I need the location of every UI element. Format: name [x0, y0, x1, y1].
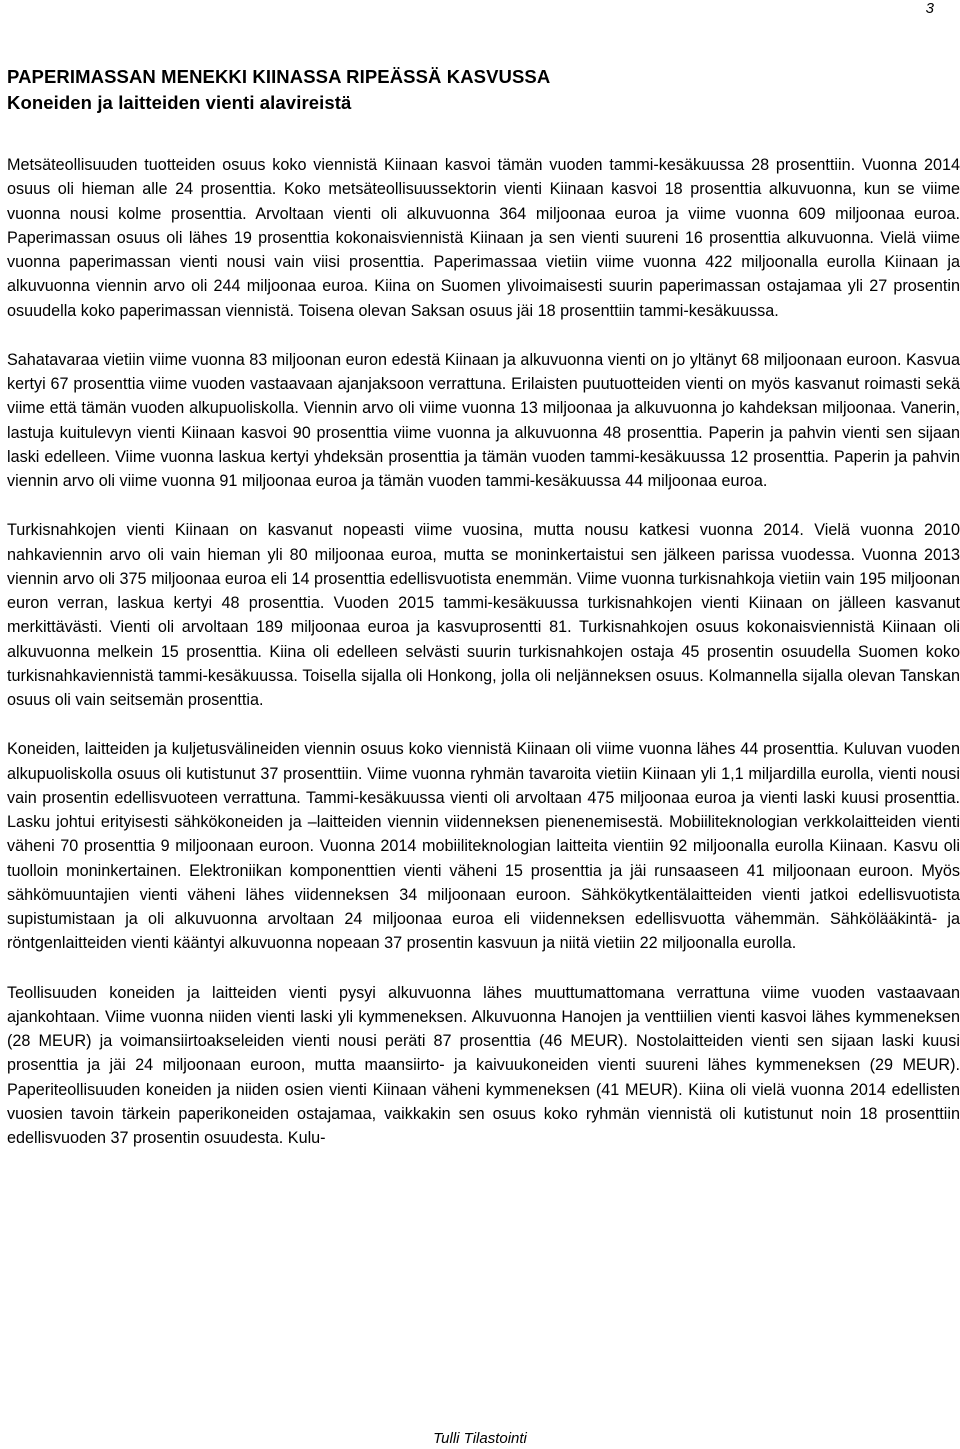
paragraph-industrial-machinery: Teollisuuden koneiden ja laitteiden vienti pysyi alkuvuonna lähes muuttumattomana verrattuna viime vuoden vastaavaan ajankohtaan. Viime vuonna niiden vienti laski yli kymmeneksen. Alkuvuonna Hanojen ja venttiilien vienti kasvoi lähes kymmeneksen (28 MEUR) ja voimansiirtoakseleiden vienti nousi peräti 87 prosenttia (46 MEUR). Nostolaitteiden vienti sen sijaan laski kuusi prosenttia ja jäi 24 miljoonaan euroon, mutta maansiirto- ja kaivuukoneiden vienti suureni lähes kymmeneksen (29 MEUR). Paperiteollisuuden koneiden ja niiden osien vienti Kiinaan väheni kymmeneksen (41 MEUR). Kiina oli vielä vuonna 2014 edellisten vuosien tavoin tärkein paperikoneiden ostajamaa, vaikkakin sen osuus koko ryhmän viennistä oli kutistunut noin 18 prosenttiin edellisvuoden 37 prosentin osuudesta. Kulu-: [7, 983, 960, 1147]
page-title: PAPERIMASSAN MENEKKI KIINASSA RIPEÄSSÄ KASVUSSA: [7, 66, 551, 87]
paragraph-sawn-timber: Sahatavaraa vietiin viime vuonna 83 miljoonan euron edestä Kiinaan ja alkuvuonna vienti on jo yltänyt 68 miljoonaan euroon. Kasvua kertyi 67 prosenttia viime vuoden vastaavaan ajanjaksoon verrattuna. Erilaisten puutuotteiden vienti on myös kasvanut roimasti sekä viime että tämän vuoden alkupuoliskolla. Viennin arvo oli viime vuonna 13 miljoonaa ja alkuvuonna jo kahdeksan miljoonaa. Vanerin, lastuja kuitulevyn vienti Kiinaan kasvoi 90 prosenttia viime vuonna ja alkuvuonna 48 prosenttia. Paperin ja pahvin vienti sen sijaan laski edelleen. Viime vuonna laskua kertyi yhdeksän prosenttia ja tämän vuoden tammi-kesäkuussa 12 prosenttia. Paperin ja pahvin viennin arvo oli viime vuonna 91 miljoonaa euroa ja tämän vuoden tammi-kesäkuussa 44 miljoonaa euroa.: [7, 350, 960, 490]
paragraph-forest-industry: Metsäteollisuuden tuotteiden osuus koko viennistä Kiinaan kasvoi tämän vuoden tammi-kesäkuussa 28 prosenttiin. Vuonna 2014 osuus oli hieman alle 24 prosenttia. Koko metsäteollisuussektorin vienti Kiinaan kasvoi 18 prosenttia alkuvuonna, kun se viime vuonna nousi kolme prosenttia. Arvoltaan vienti oli alkuvuonna 364 miljoonaa euroa ja viime vuonna 609 miljoonaa euroa. Paperimassan osuus oli lähes 19 prosenttia kokonaisviennistä Kiinaan ja sen vienti suureni 16 prosenttia alkuvuonna. Vielä viime vuonna paperimassan vienti nousi vain viisi prosenttia. Paperimassaa vietiin viime vuonna 422 miljoonalla eurolla Kiinaan ja alkuvuonna viennin arvo oli 244 miljoonaa euroa. Kiina on Suomen ylivoimaisesti suurin paperimassan ostajamaa yli 27 prosentin osuudella koko paperimassan viennistä. Toisena olevan Saksan osuus jäi 18 prosenttiin tammi-kesäkuussa.: [7, 156, 960, 320]
paragraph-fur-skins: Turkisnahkojen vienti Kiinaan on kasvanut nopeasti viime vuosina, mutta nousu katkesi vuonna 2014. Vielä vuonna 2010 nahkaviennin arvo oli vain hieman yli 80 miljoonaa euroa, mutta se moninkertaistui sen jälkeen parissa vuodessa. Vuonna 2013 viennin arvo oli 375 miljoonaa euroa eli 14 prosenttia edellisvuotista enemmän. Viime vuonna turkisnahkoja vietiin vain 195 miljoonan euron verran, laskua kertyi 48 prosenttia. Vuoden 2015 tammi-kesäkuussa turkisnahkojen vienti Kiinaan on jälleen kasvanut merkittävästi. Vienti oli arvoltaan 189 miljoonaa euroa ja kasvuprosentti 81. Turkisnahkojen osuus kokonaisviennistä Kiinaan oli alkuvuonna melkein 15 prosenttia. Kiina oli edelleen selvästi suurin turkisnahkojen ostaja 45 prosentin osuudella Suomen koko turkisnahkaviennistä tammi-kesäkuussa. Toisella sijalla oli Honkong, jolla oli neljänneksen osuus. Kolmannella sijalla olevan Tanskan osuus oli vain seitsemän prosenttia.: [7, 521, 960, 709]
page-footer: Tulli Tilastointi: [433, 1430, 527, 1447]
paragraph-machinery: Koneiden, laitteiden ja kuljetusvälineiden viennin osuus koko viennistä Kiinaan oli viime vuonna lähes 44 prosenttia. Kuluvan vuoden alkupuoliskolla osuus oli kutistunut 37 prosenttiin. Viime vuonna ryhmän tavaroita vietiin Kiinaan yli 1,1 miljardilla eurolla, vienti nousi vain prosentin edellisvuoteen verrattuna. Tammi-kesäkuussa vienti oli arvoltaan 475 miljoonaa euroa ja vienti laski kuusi prosenttia. Lasku johtui erityisesti sähkökoneiden ja –laitteiden viennin viidenneksen pienenemisestä. Mobiiliteknologian verkkolaitteiden vienti väheni 70 prosenttia 9 miljoonaan euroon. Vuonna 2014 mobiiliteknologian laitteita vientiin 92 miljoonalla eurolla Kiinaan. Kasvu oli tuolloin moninkertainen. Elektroniikan komponenttien vienti väheni 15 prosenttia ja jäi runsaaseen 41 miljoonaan euroon. Myös sähkömuuntajien vienti väheni lähes viidenneksen 34 miljoonaan euroon. Sähkökytkentälaitteiden vienti jatkoi edellisvuotista supistumistaan ja oli alkuvuonna arvoltaan 24 miljoonaa euroa eli viidenneksen edellisvuotta vähemmän. Sähkölääkintä- ja röntgenlaitteiden vienti kääntyi alkuvuonna nopeaan 37 prosentin kasvuun ja niitä vietiin 22 miljoonalla eurolla.: [7, 740, 960, 953]
page-subtitle: Koneiden ja laitteiden vienti alavireistä: [7, 92, 352, 113]
heading-block: [7, 64, 953, 116]
page-number: 3: [925, 0, 934, 17]
article-body: [7, 153, 960, 1175]
